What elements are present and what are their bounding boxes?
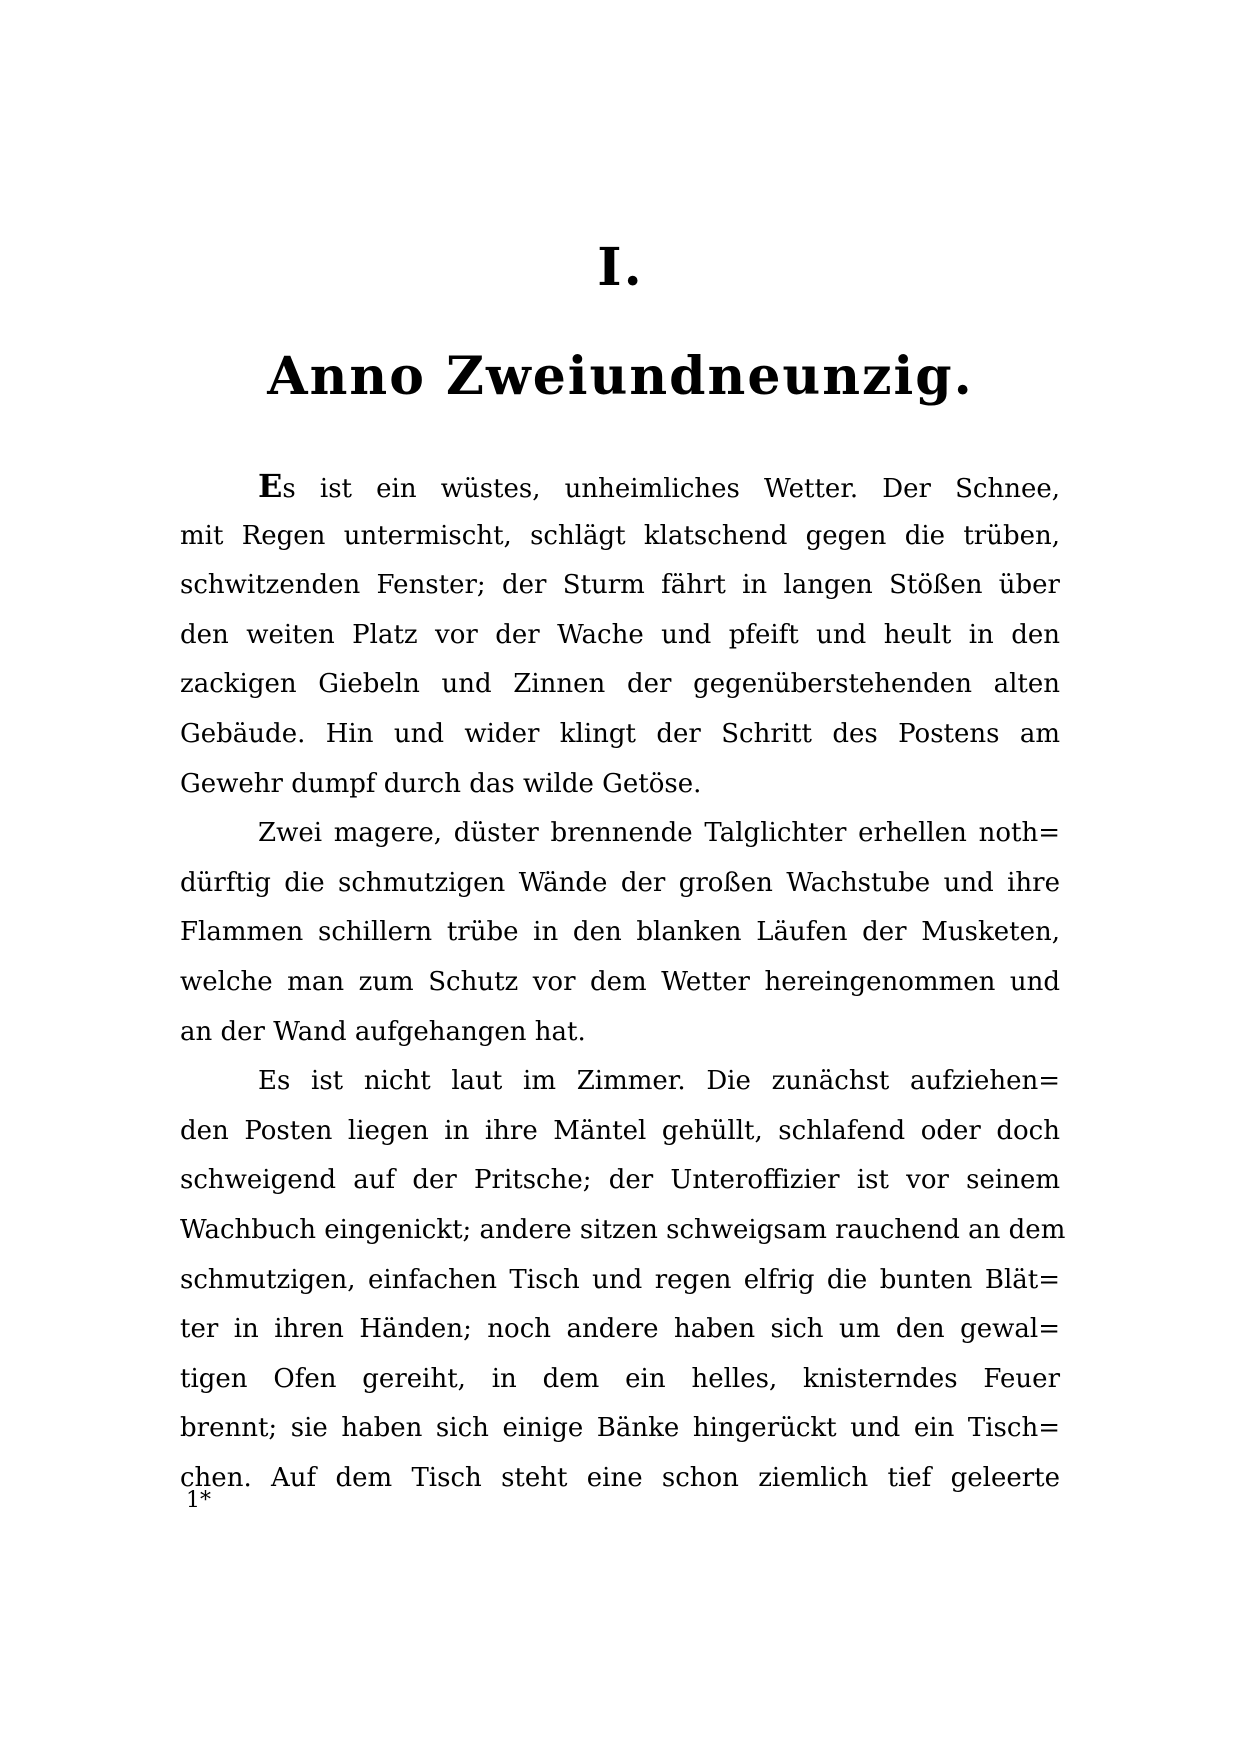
text-line: schwitzenden Fenster; der Sturm fährt in langen Stößen über bbox=[180, 570, 1060, 601]
text-line: Wachbuch eingenickt; andere sitzen schweigsam rauchend an dem bbox=[180, 1214, 1066, 1245]
signature-mark: 1* bbox=[186, 1488, 211, 1513]
text-line: Zwei magere, düster brennende Talglichter erhellen noth= bbox=[258, 818, 1060, 849]
body-text bbox=[180, 462, 1066, 1503]
text-line: welche man zum Schutz vor dem Wetter hereingenommen und bbox=[180, 966, 1060, 997]
text-line: schweigend auf der Pritsche; der Unteroffizier ist vor seinem bbox=[180, 1165, 1060, 1196]
text-line: den weiten Platz vor der Wache und pfeift und heult in den bbox=[180, 619, 1060, 650]
text-line: den Posten liegen in ihre Mäntel gehüllt, schlafend oder doch bbox=[180, 1115, 1060, 1146]
text-line: zackigen Giebeln und Zinnen der gegenüberstehenden alten bbox=[180, 669, 1060, 700]
text-line: Es ist nicht laut im Zimmer. Die zunächst aufziehen= bbox=[258, 1066, 1060, 1097]
chapter-title: Anno Zweiundneunzig. bbox=[267, 346, 974, 407]
text-line: an der Wand aufgehangen hat. bbox=[180, 1016, 586, 1047]
text-line: Flammen schillern trübe in den blanken Läufen der Musketen, bbox=[180, 917, 1060, 948]
drop-cap: E bbox=[258, 467, 283, 505]
text-line: Gebäude. Hin und wider klingt der Schritt des Postens am bbox=[180, 718, 1060, 749]
text-line: schmutzigen, einfachen Tisch und regen elfrig die bunten Blät= bbox=[180, 1264, 1060, 1295]
text-line: brennt; sie haben sich einige Bänke hingerückt und ein Tisch= bbox=[180, 1413, 1060, 1444]
text-line: ter in ihren Händen; noch andere haben sich um den gewal= bbox=[180, 1314, 1060, 1345]
chapter-number: I. bbox=[597, 237, 644, 298]
text-line: tigen Ofen gereiht, in dem ein helles, knisterndes Feuer bbox=[180, 1363, 1060, 1394]
text-line: mit Regen untermischt, schlägt klatschend gegen die trüben, bbox=[180, 520, 1060, 551]
text-line: Gewehr dumpf durch das wilde Getöse. bbox=[180, 768, 702, 799]
text-line bbox=[180, 462, 1060, 512]
text-line: dürftig die schmutzigen Wände der großen Wachstube und ihre bbox=[180, 867, 1060, 898]
text-line: chen. Auf dem Tisch steht eine schon ziemlich tief geleerte bbox=[180, 1462, 1060, 1493]
text-line-content: s ist ein wüstes, unheimliches Wetter. Der Schnee, bbox=[282, 474, 1060, 504]
